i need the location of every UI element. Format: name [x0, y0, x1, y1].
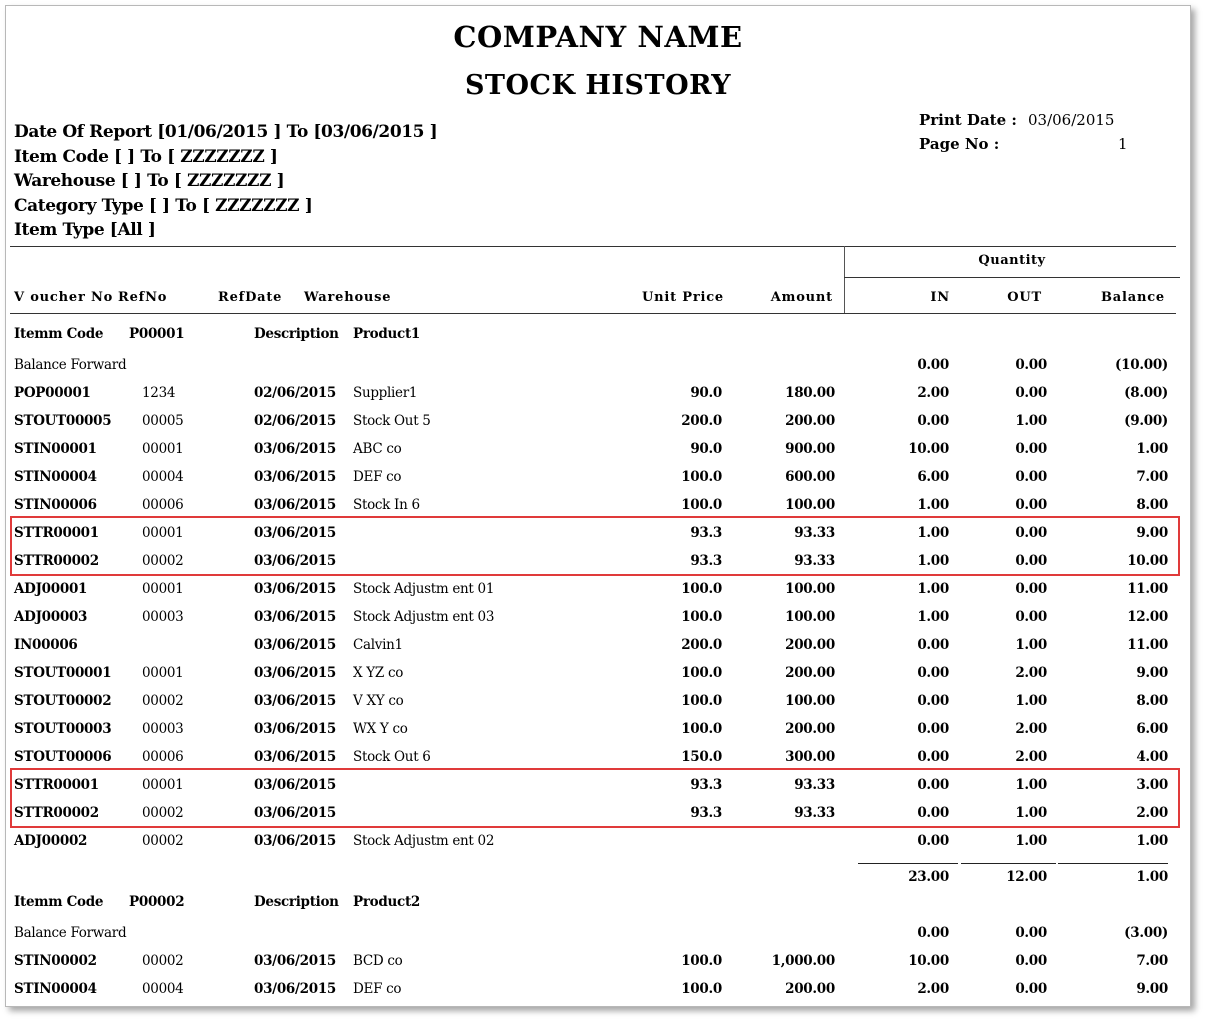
- voucher-no: ADJ00003: [14, 609, 88, 625]
- qty-balance: (8.00): [1124, 385, 1168, 401]
- amount: 1,000.00: [771, 953, 835, 969]
- ref-no: 00005: [142, 413, 184, 429]
- table-row: [6, 437, 1190, 463]
- table-row: [6, 717, 1190, 743]
- qty-out: 1.00: [1015, 413, 1047, 429]
- ref-date: 03/06/2015: [254, 693, 337, 709]
- qty-in: 1.00: [917, 497, 949, 513]
- unit-price: 100.0: [681, 953, 722, 969]
- amount: 900.00: [785, 441, 835, 457]
- qty-balance: 8.00: [1136, 693, 1168, 709]
- col-unit-price: Unit Price: [641, 290, 724, 305]
- amount: 200.00: [785, 721, 835, 737]
- qty-out: 0.00: [1015, 953, 1047, 969]
- qty-in: 0.00: [917, 777, 949, 793]
- unit-price: 150.0: [681, 749, 722, 765]
- qty-out: 0.00: [1015, 609, 1047, 625]
- voucher-no: STIN00004: [14, 981, 97, 997]
- unit-price: 200.0: [681, 413, 722, 429]
- qty-out: 0.00: [1015, 357, 1047, 373]
- qty-in: 0.00: [917, 805, 949, 821]
- unit-price: 93.3: [690, 805, 722, 821]
- unit-price: 93.3: [690, 525, 722, 541]
- unit-price: 100.0: [681, 469, 722, 485]
- qty-out: 0.00: [1015, 525, 1047, 541]
- voucher-no: STOUT00005: [14, 413, 112, 429]
- amount: 200.00: [785, 413, 835, 429]
- unit-price: 100.0: [681, 665, 722, 681]
- qty-in: 1.00: [917, 553, 949, 569]
- ref-no: 00006: [142, 497, 184, 513]
- balance-forward-row: [6, 353, 1190, 379]
- unit-price: 100.0: [681, 693, 722, 709]
- highlight-box-transfer-in: [10, 516, 1180, 576]
- item-code: P00002: [129, 894, 185, 910]
- amount: 93.33: [794, 553, 835, 569]
- col-ref-date: RefDate: [218, 290, 283, 305]
- ref-no: 00004: [142, 469, 184, 485]
- criteria-warehouse: Warehouse [ ] To [ ZZZZZZZ ]: [14, 171, 285, 191]
- qty-in: 0.00: [917, 749, 949, 765]
- ref-date: 03/06/2015: [254, 609, 337, 625]
- table-row: [6, 633, 1190, 659]
- ref-no: 00002: [142, 693, 184, 709]
- col-amount: Amount: [770, 290, 833, 305]
- ref-no: 00001: [142, 525, 184, 541]
- print-date-label: Print Date :: [919, 111, 1017, 129]
- qty-in: 1.00: [917, 581, 949, 597]
- warehouse: Calvin1: [353, 637, 403, 653]
- warehouse: X YZ co: [353, 665, 404, 681]
- criteria-item-type: Item Type [All ]: [14, 220, 156, 240]
- voucher-no: STTR00001: [14, 777, 99, 793]
- qty-in: 2.00: [917, 981, 949, 997]
- criteria-item-code: Item Code [ ] To [ ZZZZZZZ ]: [14, 146, 278, 167]
- balance-forward-row: [6, 921, 1190, 947]
- qty-balance: 9.00: [1136, 665, 1168, 681]
- ref-date: 03/06/2015: [254, 953, 337, 969]
- voucher-no: STIN00001: [14, 441, 97, 457]
- warehouse: BCD co: [353, 953, 403, 969]
- qty-out: 0.00: [1015, 385, 1047, 401]
- report-page: [5, 5, 1191, 1007]
- ref-date: 03/06/2015: [254, 981, 337, 997]
- total-rule-out: [961, 863, 1056, 864]
- ref-no: 1234: [142, 385, 176, 401]
- qty-balance: 6.00: [1136, 721, 1168, 737]
- ref-date: 03/06/2015: [254, 497, 337, 513]
- ref-date: 03/06/2015: [254, 581, 337, 597]
- ref-date: 03/06/2015: [254, 721, 337, 737]
- col-warehouse: Warehouse: [304, 290, 392, 305]
- ref-date: 03/06/2015: [254, 553, 337, 569]
- table-row: [6, 605, 1190, 631]
- qty-out: 0.00: [1015, 553, 1047, 569]
- report-title: STOCK HISTORY: [464, 70, 732, 101]
- highlight-box-transfer-out: [10, 768, 1180, 828]
- col-ref-no: RefNo: [118, 290, 168, 305]
- qty-balance: 4.00: [1136, 749, 1168, 765]
- table-row: [6, 409, 1190, 435]
- total-in: 23.00: [908, 869, 949, 885]
- qty-in: 0.00: [917, 833, 949, 849]
- table-row: [6, 689, 1190, 715]
- amount: 100.00: [785, 497, 835, 513]
- amount: 100.00: [785, 609, 835, 625]
- voucher-no: STOUT00003: [14, 721, 112, 737]
- amount: 100.00: [785, 581, 835, 597]
- col-in: IN: [930, 290, 950, 305]
- qty-balance: 11.00: [1127, 581, 1168, 597]
- qty-out: 1.00: [1015, 637, 1047, 653]
- amount: 93.33: [794, 777, 835, 793]
- ref-date: 03/06/2015: [254, 833, 337, 849]
- item-description-label: Description: [254, 894, 339, 910]
- voucher-no: STTR00002: [14, 805, 99, 821]
- table-row: [6, 829, 1190, 855]
- ref-date: 03/06/2015: [254, 749, 337, 765]
- ref-date: 02/06/2015: [254, 385, 337, 401]
- qty-in: 10.00: [908, 953, 949, 969]
- voucher-no: STTR00002: [14, 553, 99, 569]
- amount: 180.00: [785, 385, 835, 401]
- qty-in: 10.00: [908, 441, 949, 457]
- total-balance: 1.00: [1136, 869, 1168, 885]
- warehouse: Stock Adjustm ent 02: [353, 833, 495, 849]
- ref-date: 03/06/2015: [254, 525, 337, 541]
- table-row: [6, 661, 1190, 687]
- qty-out: 1.00: [1015, 777, 1047, 793]
- balance-forward-label: Balance Forward: [14, 925, 127, 941]
- page-no-label: Page No :: [919, 135, 1000, 153]
- voucher-no: STIN00006: [14, 497, 97, 513]
- item-code: P00001: [129, 326, 185, 342]
- qty-balance: 9.00: [1136, 981, 1168, 997]
- report-criteria: [14, 120, 437, 243]
- unit-price: 90.0: [690, 385, 722, 401]
- total-rule-balance: [1058, 863, 1168, 864]
- qty-in: 0.00: [917, 413, 949, 429]
- col-out: OUT: [1007, 290, 1042, 305]
- qty-balance: (3.00): [1124, 925, 1168, 941]
- qty-in: 2.00: [917, 385, 949, 401]
- header-bottom-rule: [10, 313, 1176, 314]
- warehouse: Supplier1: [353, 385, 418, 401]
- item-description: Product1: [353, 326, 420, 342]
- unit-price: 200.0: [681, 637, 722, 653]
- qty-in: 1.00: [917, 525, 949, 541]
- qty-in: 0.00: [917, 721, 949, 737]
- criteria-category-type: Category Type [ ] To [ ZZZZZZZ ]: [14, 195, 313, 216]
- quantity-subrule: [844, 277, 1180, 278]
- header-top-rule: [10, 246, 1176, 247]
- ref-no: 00001: [142, 441, 184, 457]
- voucher-no: STOUT00006: [14, 749, 112, 765]
- voucher-no: STOUT00002: [14, 693, 112, 709]
- ref-no: 00002: [142, 553, 184, 569]
- qty-in: 0.00: [917, 925, 949, 941]
- col-voucher-no: V oucher No: [14, 290, 114, 305]
- unit-price: 100.0: [681, 981, 722, 997]
- amount: 200.00: [785, 981, 835, 997]
- unit-price: 100.0: [681, 581, 722, 597]
- qty-balance: 1.00: [1136, 441, 1168, 457]
- voucher-no: IN00006: [14, 637, 78, 653]
- ref-no: 00003: [142, 609, 184, 625]
- col-balance: Balance: [1100, 290, 1165, 305]
- amount: 600.00: [785, 469, 835, 485]
- qty-out: 0.00: [1015, 581, 1047, 597]
- voucher-no: POP00001: [14, 385, 91, 401]
- ref-no: 00001: [142, 777, 184, 793]
- voucher-no: STTR00001: [14, 525, 99, 541]
- qty-out: 1.00: [1015, 833, 1047, 849]
- voucher-no: STOUT00001: [14, 665, 112, 681]
- item-description: Product2: [353, 894, 420, 910]
- total-rule-in: [858, 863, 958, 864]
- warehouse: V XY co: [353, 693, 404, 709]
- ref-no: 00001: [142, 665, 184, 681]
- company-name: COMPANY NAME: [453, 20, 743, 54]
- voucher-no: ADJ00001: [14, 581, 88, 597]
- qty-balance: 10.00: [1127, 553, 1168, 569]
- qty-balance: (10.00): [1115, 357, 1168, 373]
- item-total-row: [6, 865, 1190, 891]
- qty-balance: 7.00: [1136, 953, 1168, 969]
- ref-no: 00002: [142, 953, 184, 969]
- qty-balance: 3.00: [1136, 777, 1168, 793]
- warehouse: Stock In 6: [353, 497, 420, 513]
- page-no-value: 1: [1118, 135, 1128, 153]
- qty-in: 0.00: [917, 637, 949, 653]
- warehouse: DEF co: [353, 469, 402, 485]
- ref-no: 00003: [142, 721, 184, 737]
- qty-balance: (9.00): [1124, 413, 1168, 429]
- qty-in: 0.00: [917, 665, 949, 681]
- qty-out: 0.00: [1015, 441, 1047, 457]
- ref-date: 03/06/2015: [254, 805, 337, 821]
- warehouse: Stock Out 5: [353, 413, 431, 429]
- ref-date: 03/06/2015: [254, 469, 337, 485]
- ref-no: 00006: [142, 749, 184, 765]
- qty-out: 0.00: [1015, 981, 1047, 997]
- unit-price: 90.0: [690, 441, 722, 457]
- ref-date: 03/06/2015: [254, 665, 337, 681]
- amount: 200.00: [785, 665, 835, 681]
- qty-out: 2.00: [1015, 721, 1047, 737]
- item-code-label: Itemm Code: [14, 326, 104, 342]
- qty-out: 2.00: [1015, 665, 1047, 681]
- unit-price: 100.0: [681, 721, 722, 737]
- qty-balance: 7.00: [1136, 469, 1168, 485]
- amount: 93.33: [794, 525, 835, 541]
- unit-price: 100.0: [681, 497, 722, 513]
- unit-price: 100.0: [681, 609, 722, 625]
- qty-balance: 1.00: [1136, 833, 1168, 849]
- table-row: [6, 977, 1190, 1003]
- item-description-label: Description: [254, 326, 339, 342]
- qty-in: 1.00: [917, 609, 949, 625]
- criteria-date-range: Date Of Report [01/06/2015 ] To [03/06/2015 ]: [14, 122, 438, 142]
- qty-out: 1.00: [1015, 693, 1047, 709]
- warehouse: DEF co: [353, 981, 402, 997]
- warehouse: Stock Adjustm ent 01: [353, 581, 495, 597]
- ref-date: 02/06/2015: [254, 413, 337, 429]
- amount: 100.00: [785, 693, 835, 709]
- ref-date: 03/06/2015: [254, 637, 337, 653]
- qty-balance: 12.00: [1127, 609, 1168, 625]
- table-row: [6, 577, 1190, 603]
- voucher-no: ADJ00002: [14, 833, 88, 849]
- total-out: 12.00: [1006, 869, 1047, 885]
- ref-date: 03/06/2015: [254, 777, 337, 793]
- qty-balance: 8.00: [1136, 497, 1168, 513]
- table-row: [6, 949, 1190, 975]
- item-header-row: [6, 890, 1190, 916]
- item-code-label: Itemm Code: [14, 894, 104, 910]
- warehouse: Stock Adjustm ent 03: [353, 609, 495, 625]
- warehouse: ABC co: [353, 441, 402, 457]
- item-header-row: [6, 322, 1190, 348]
- qty-balance: 2.00: [1136, 805, 1168, 821]
- ref-no: 00004: [142, 981, 184, 997]
- qty-balance: 11.00: [1127, 637, 1168, 653]
- qty-out: 0.00: [1015, 469, 1047, 485]
- qty-out: 0.00: [1015, 925, 1047, 941]
- amount: 300.00: [785, 749, 835, 765]
- amount: 93.33: [794, 805, 835, 821]
- qty-out: 0.00: [1015, 497, 1047, 513]
- ref-date: 03/06/2015: [254, 441, 337, 457]
- quantity-group-header: Quantity: [978, 253, 1046, 268]
- warehouse: WX Y co: [353, 721, 408, 737]
- table-row: [6, 465, 1190, 491]
- unit-price: 93.3: [690, 777, 722, 793]
- ref-no: 00002: [142, 805, 184, 821]
- balance-forward-label: Balance Forward: [14, 357, 127, 373]
- qty-in: 0.00: [917, 693, 949, 709]
- qty-in: 0.00: [917, 357, 949, 373]
- unit-price: 93.3: [690, 553, 722, 569]
- voucher-no: STIN00004: [14, 469, 97, 485]
- voucher-no: STIN00002: [14, 953, 97, 969]
- amount: 200.00: [785, 637, 835, 653]
- warehouse: Stock Out 6: [353, 749, 431, 765]
- table-row: [6, 381, 1190, 407]
- qty-in: 6.00: [917, 469, 949, 485]
- print-date-value: 03/06/2015: [1028, 111, 1115, 129]
- qty-balance: 9.00: [1136, 525, 1168, 541]
- ref-no: 00001: [142, 581, 184, 597]
- ref-no: 00002: [142, 833, 184, 849]
- qty-out: 2.00: [1015, 749, 1047, 765]
- qty-out: 1.00: [1015, 805, 1047, 821]
